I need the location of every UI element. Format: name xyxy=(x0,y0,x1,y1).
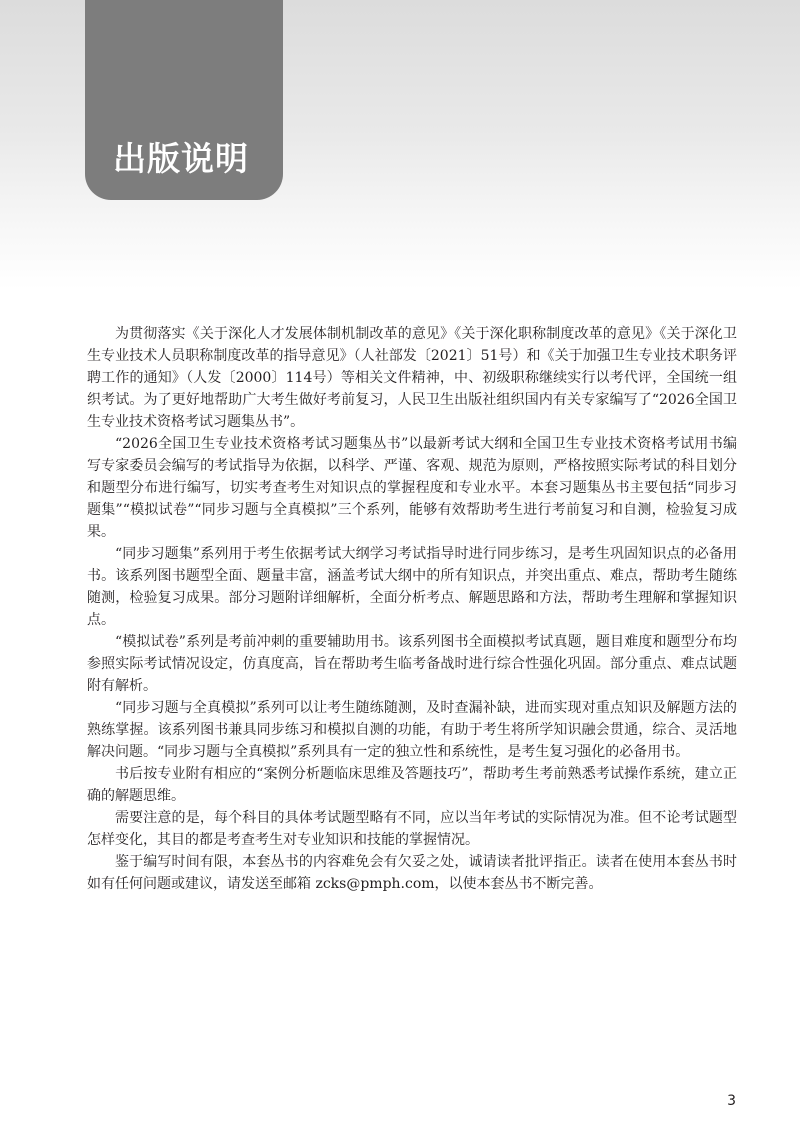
paragraph: “同步习题集”系列用于考生依据考试大纲学习考试指导时进行同步练习，是考生巩固知识点的必备用书。该系列图书题型全面、题量丰富，涵盖考试大纲中的所有知识点，并突出重点、难点，帮助考生随练随测，检验复习成果。部分习题附详细解析，全面分析考点、解题思路和方法，帮助考生理解和掌握知识点。 xyxy=(87,546,737,628)
paragraph: “2026全国卫生专业技术资格考试习题集丛书”以最新考试大纲和全国卫生专业技术资格考试用书编写专家委员会编写的考试指导为依据，以科学、严谨、客观、规范为原则，严格按照实际考试的科目划分和题型分布进行编写，切实考查考生对知识点的掌握程度和专业水平。本套习题集丛书主要包括“同步习题集”“模拟试卷”“同步习题与全真模拟”三个系列，能够有效帮助考生进行考前复习和自测，检验复习成果。 xyxy=(87,436,737,540)
paragraph: 书后按专业附有相应的“案例分析题临床思维及答题技巧”，帮助考生考前熟悉考试操作系统，建立正确的解题思维。 xyxy=(87,766,737,804)
paragraph: 需要注意的是，每个科目的具体考试题型略有不同，应以当年考试的实际情况为准。但不论考试题型怎样变化，其目的都是考查考生对专业知识和技能的掌握情况。 xyxy=(87,810,737,848)
paragraph: “同步习题与全真模拟”系列可以让考生随练随测，及时查漏补缺，进而实现对重点知识及解题方法的熟练掌握。该系列图书兼具同步练习和模拟自测的功能，有助于考生将所学知识融会贯通，综合、灵活地解决问题。“同步习题与全真模拟”系列具有一定的独立性和系统性，是考生复习强化的必备用书。 xyxy=(87,700,737,760)
paragraph: 为贯彻落实《关于深化人才发展体制机制改革的意见》《关于深化职称制度改革的意见》《关于深化卫生专业技术人员职称制度改革的指导意见》（人社部发〔2021〕51号）和《关于加强卫生专业技术职务评聘工作的通知》（人发〔2000〕114号）等相关文件精神，中、初级职称继续实行以考代评，全国统一组织考试。为了更好地帮助广大考生做好考前复习，人民卫生出版社组织国内有关专家编写了“2026全国卫生专业技术资格考试习题集丛书”。 xyxy=(87,326,737,430)
body-text xyxy=(87,323,737,895)
page-number: 3 xyxy=(727,1093,736,1109)
page-title: 出版说明 xyxy=(113,139,249,178)
paragraph: 鉴于编写时间有限，本套丛书的内容难免会有欠妥之处，诚请读者批评指正。读者在使用本套丛书时如有任何问题或建议，请发送至邮箱 zcks@pmph.com，以使本套丛书不断完善。 xyxy=(87,854,737,892)
paragraph: “模拟试卷”系列是考前冲刺的重要辅助用书。该系列图书全面模拟考试真题，题目难度和题型分布均参照实际考试情况设定，仿真度高，旨在帮助考生临考备战时进行综合性强化巩固。部分重点、难点试题附有解析。 xyxy=(87,634,737,694)
